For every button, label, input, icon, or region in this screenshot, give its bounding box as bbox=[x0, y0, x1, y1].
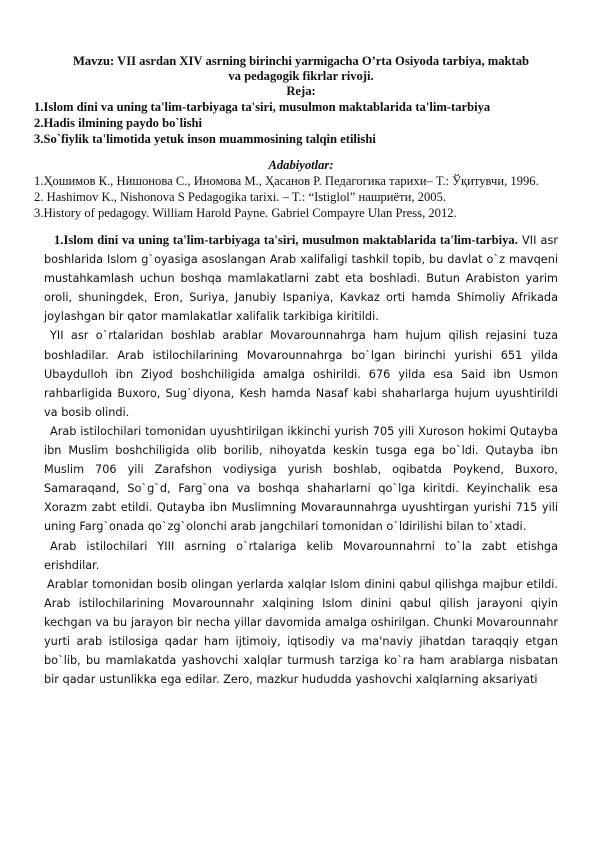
topic-title-line1: Mavzu: VII asrdan XIV asrning birinchi yarmigacha O’rta Osiyoda tarbiya, maktab bbox=[72, 54, 530, 68]
references-list bbox=[34, 173, 558, 221]
reference-item: 3.History of pedagogy. William Harold Payne. Gabriel Compayre Ulan Press, 2012. bbox=[34, 206, 457, 220]
plan-item: 3.So`fiylik ta'limotida yetuk inson muammosining talqin etilishi bbox=[34, 132, 376, 146]
plan-item: 2.Hadis ilmining paydo bo`lishi bbox=[34, 116, 202, 130]
section-1-heading: 1.Islom dini va uning ta'lim-tarbiyaga ta'siri, musulmon maktablarida ta'lim-tarbiya. bbox=[54, 233, 518, 247]
plan-item: 1.Islom dini va uning ta'lim-tarbiyaga ta'siri, musulmon maktablarida ta'lim-tarbiya bbox=[34, 100, 491, 114]
references-heading: Adabiyotlar: bbox=[268, 158, 334, 172]
body-paragraph: YII asr o`rtalaridan boshlab arablar Movarounnahrga ham hujum qilish rejasini tuza boshladilar. Arab istilochilarining Movarounnahrga bo`lgan birinchi yurishi 651 yilda Ubaydulloh ibn Ziyod boshchiligida amalga oshirildi. 676 yilda esa Said ibn Usmon rahbarligida Buxoro, Sug`diyona, Kesh hamda Nasaf kabi shaharlarga hujum uyushtirildi va bosib olindi. bbox=[44, 329, 558, 419]
reference-item: 1.Ҳошимов К., Нишонова С., Иномова М., Ҳасанов Р. Педагогика тарихи– Т.: Ўқитувчи, 1996. bbox=[34, 174, 539, 188]
section-1 bbox=[44, 231, 558, 689]
reference-item: 2. Hashimov K., Nishonova S Pedagogika tarixi. – T.: “Istiglol” нашриёти, 2005. bbox=[34, 190, 447, 204]
section-1-intro-text: VII asr boshlarida Islom g`oyasiga asoslangan Arab xalifaligi tashkil topib, bu davlat o`z mavqeni mustahkamlash uchun boshqa mamlakatlarni zabt eta boshladi. Butun Arabiston yarim oroli, shuningdek, Eron, Suriya, Janubiy Ispaniya, Kavkaz orti hamda Shimoliy Afrikada joylashgan bir qator mamlakatlar xalifalik tarkibiga kiritildi. bbox=[44, 234, 559, 324]
body-paragraph: Arablar tomonidan bosib olingan yerlarda xalqlar Islom dinini qabul qilishga majbur etildi. Arab istilochilarining Movarounnahr xalqining Islom dinini qabul qilish jarayoni qiyin kechgan va bu jarayon bir necha yillar davomida amalga oshirilgan. Chunki Movarounnahr yurti arab istilosiga qadar ham ijtimoiy, iqtisodiy va ma'naviy jihatdan taraqqiy etgan bo`lib, bu mamlakatda yashovchi xalqlar turmush tarziga ko`ra ham arablarga nisbatan bir qadar ustunlikka ega edilar. Zero, mazkur hududda yashovchi xalqlarning aksariyati bbox=[44, 577, 558, 687]
body-paragraph: Arab istilochilari tomonidan uyushtirilgan ikkinchi yurish 705 yili Xuroson hokimi Qutayba ibn Muslim boshchiligida olib borilib, nihoyatda keskin tusga ega bo`ldi. Qutayba ibn Muslim 706 yili Zarafshon vodiysiga yurish boshlab, oqibatda Poykend, Buxoro, Samaraqand, So`g`d, Farg`ona va boshqa shaharlarni qo`lga kiritdi. Keyinchalik esa Xorazm zabt etildi. Qutayba ibn Muslimning Movaraunnahrga uyushtirgan yurishi 715 yili uning Farg`onada qo`zg`olonchi arab jangchilari tomonidan o`ldirilishi bilan to`xtadi. bbox=[44, 424, 558, 534]
body-paragraph: Arab istilochilari YIII asrning o`rtalariga kelib Movarounnahrni to`la zabt etishga erishdilar. bbox=[44, 539, 558, 572]
section-1-intro-paragraph bbox=[44, 231, 558, 326]
plan-list bbox=[34, 99, 558, 147]
topic-title-line2: va pedagogik fikrlar rivoji. bbox=[228, 69, 374, 83]
plan-label: Reja: bbox=[286, 84, 316, 98]
